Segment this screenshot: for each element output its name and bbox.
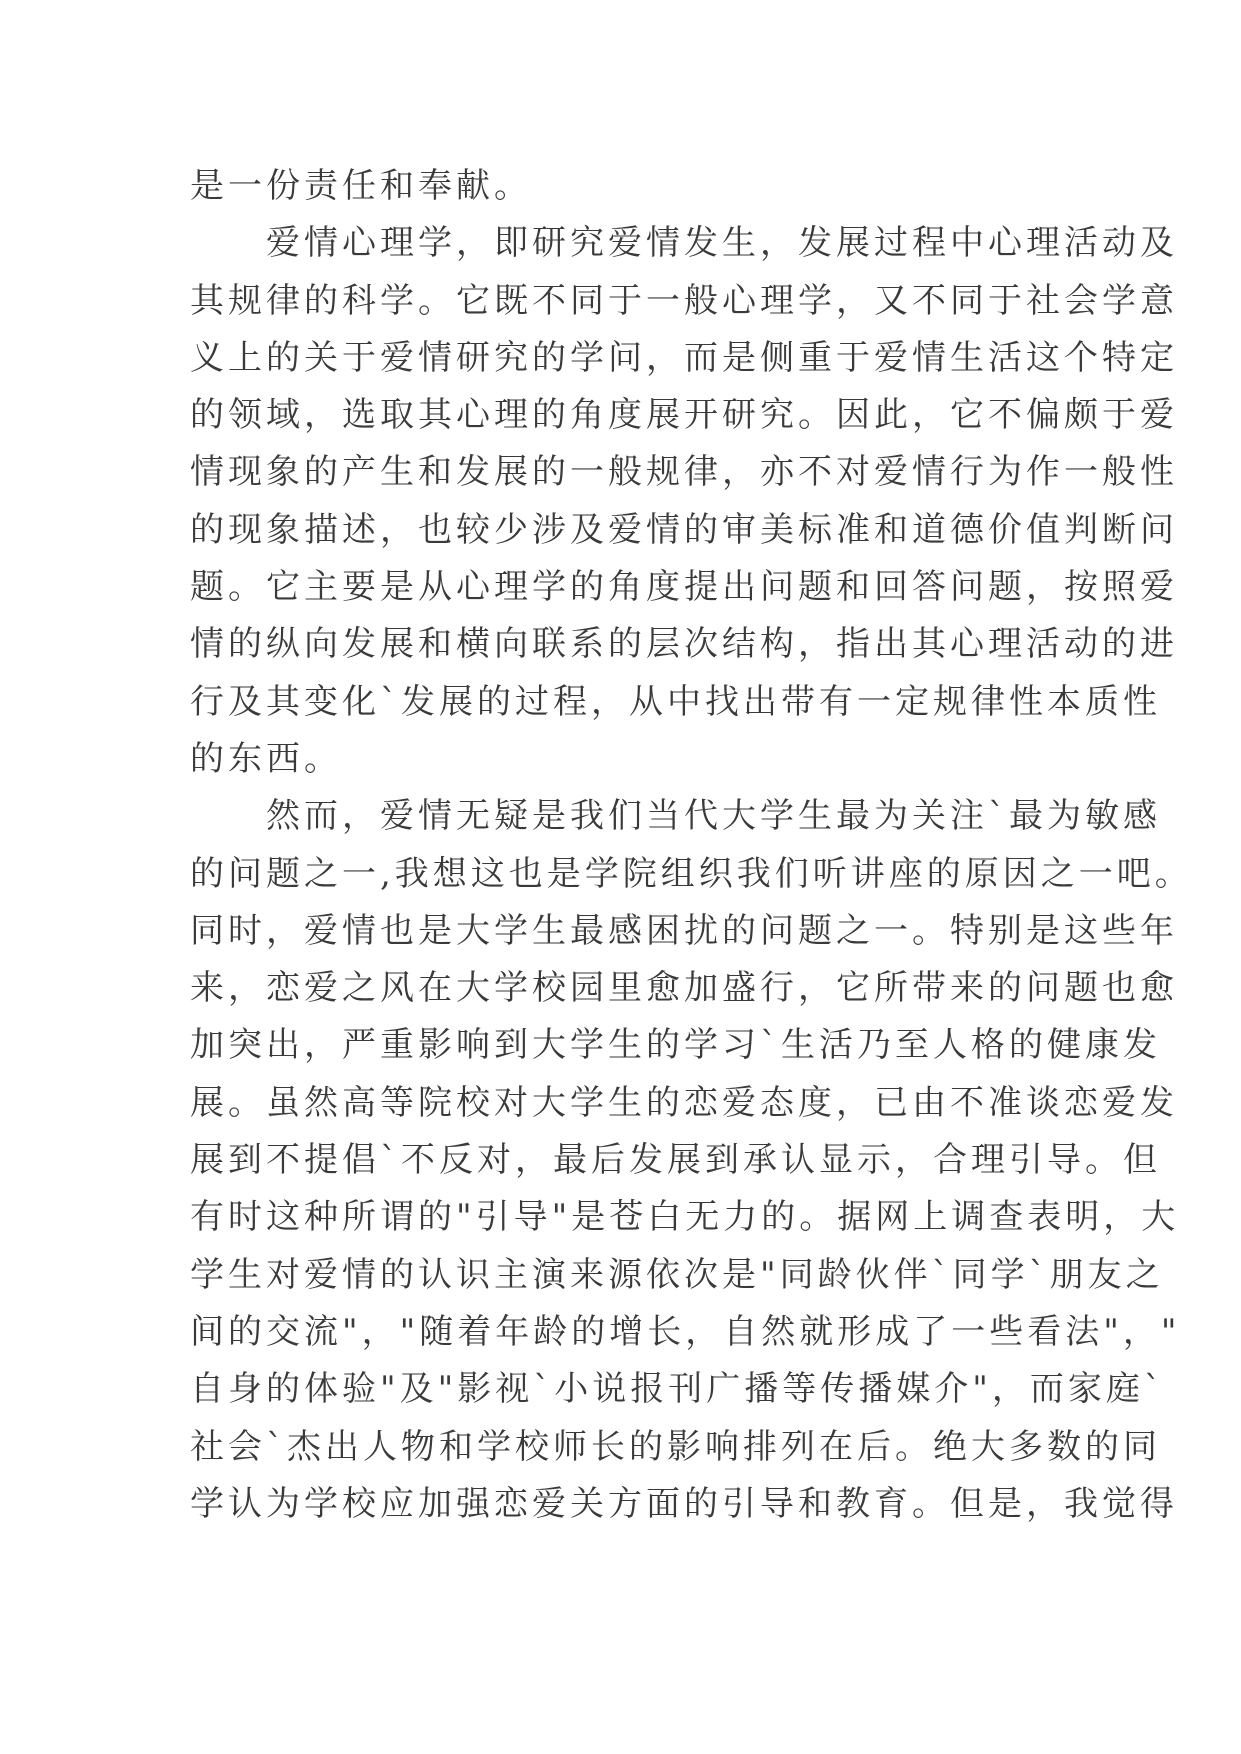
paragraph	[190, 215, 1178, 788]
text-line: 学生对爱情的认识主演来源依次是"同龄伙伴`同学`朋友之	[190, 1254, 1164, 1295]
text-line: 然而，爱情无疑是我们当代大学生最为关注`最为敏感	[190, 796, 1161, 837]
text-line: 义上的关于爱情研究的学问，而是侧重于爱情生活这个特定	[190, 337, 1178, 378]
text-line: 爱情心理学，即研究爱情发生，发展过程中心理活动及	[190, 223, 1178, 264]
text-line: 展到不提倡`不反对，最后发展到承认显示，合理引导。但	[190, 1140, 1161, 1181]
text-line: 社会`杰出人物和学校师长的影响排列在后。绝大多数的同	[190, 1426, 1161, 1467]
text-line: 情的纵向发展和横向联系的层次结构，指出其心理活动的进	[190, 624, 1178, 665]
text-line: 行及其变化`发展的过程，从中找出带有一定规律性本质性	[190, 681, 1161, 722]
text-line: 的问题之一,我想这也是学院组织我们听讲座的原因之一吧。	[190, 853, 1193, 894]
text-line: 有时这种所谓的"引导"是苍白无力的。据网上调查表明，大	[190, 1197, 1180, 1238]
text-line: 题。它主要是从心理学的角度提出问题和回答问题，按照爱	[190, 567, 1178, 608]
text-line: 是一份责任和奉献。	[190, 166, 532, 206]
text-line: 加突出，严重影响到大学生的学习`生活乃至人格的健康发	[190, 1025, 1161, 1066]
text-line: 间的交流"，"随着年龄的增长，自然就形成了一些看法"，"	[190, 1311, 1181, 1352]
text-line: 的领域，选取其心理的角度展开研究。因此，它不偏颇于爱	[190, 395, 1178, 436]
text-line: 同时，爱情也是大学生最感困扰的问题之一。特别是这些年	[190, 910, 1178, 951]
body-text	[190, 158, 1193, 1533]
text-line: 情现象的产生和发展的一般规律，亦不对爱情行为作一般性	[190, 452, 1178, 493]
text-line: 展。虽然高等院校对大学生的恋爱态度，已由不准谈恋爱发	[190, 1082, 1178, 1123]
paragraph	[190, 788, 1193, 1533]
text-line: 的东西。	[190, 738, 342, 779]
text-line: 自身的体验"及"影视`小说报刊广播等传播媒介"，而家庭`	[190, 1369, 1165, 1410]
text-line: 来，恋爱之风在大学校园里愈加盛行，它所带来的问题也愈	[190, 968, 1178, 1009]
paragraph	[190, 158, 1050, 215]
text-line: 学认为学校应加强恋爱关方面的引导和教育。但是，我觉得	[190, 1483, 1178, 1524]
text-line: 其规律的科学。它既不同于一般心理学，又不同于社会学意	[190, 280, 1178, 321]
text-line: 的现象描述，也较少涉及爱情的审美标准和道德价值判断问	[190, 509, 1178, 550]
